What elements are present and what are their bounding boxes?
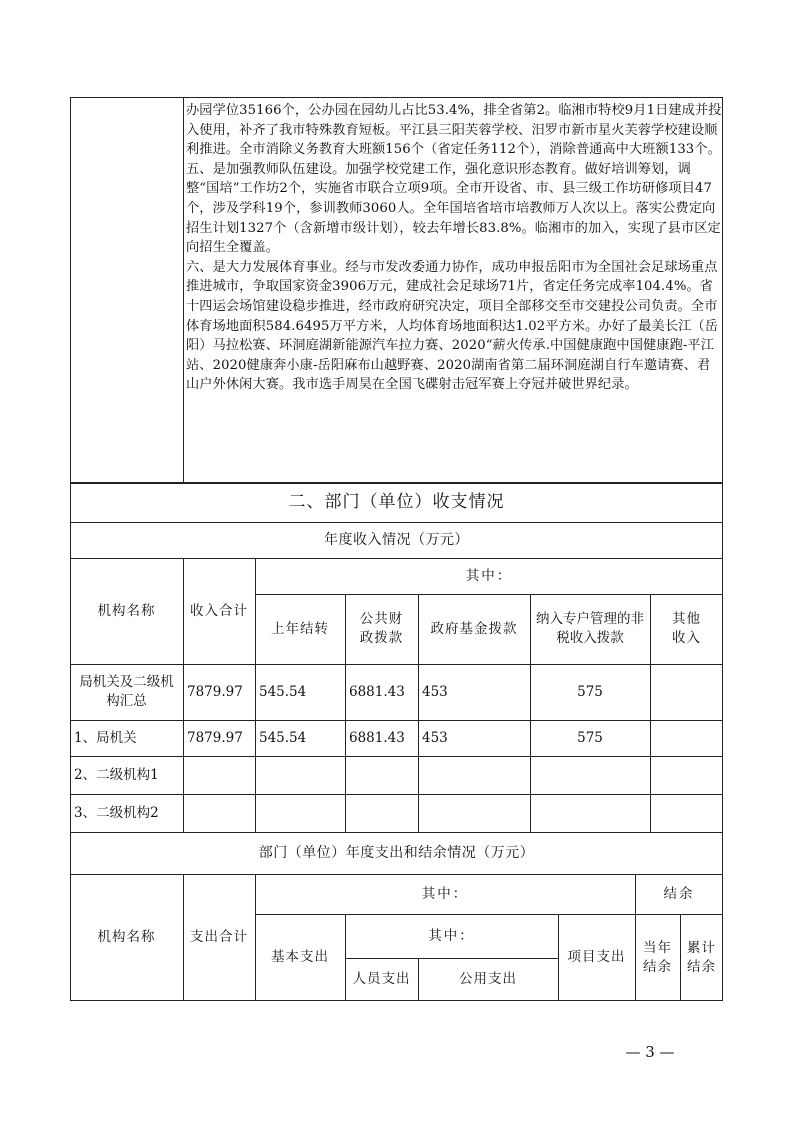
income-col-fund: 政府基金拨款 — [430, 620, 518, 637]
income-row-nontax: 575 — [577, 729, 603, 746]
expense-col-of-which: 其中： — [421, 885, 469, 902]
income-col-fiscal: 公共财政拨款 — [359, 611, 404, 646]
income-row-fund: 453 — [422, 729, 448, 746]
income-row-fund — [418, 756, 530, 794]
section-title: 二、部门（单位）收支情况 — [288, 492, 505, 512]
income-col-org: 机构名称 — [97, 602, 156, 619]
paragraph-3: 六、是大力发展体育事业。经与市发改委通力协作，成功申报岳阳市为全国社会足球场重点推进城市，争取国家资金3906万元，建成社会足球场71片，省定任务完成率104.4%。省十四运会场馆建设稳步推进，经市政府研究决定，项目全部移交至市交建投公司负责。全市体育场地面积584.6495万平方米，人均体育场地面积达1.02平方米。办好了最美长江（岳阳）马拉松赛、环洞庭湖新能源汽车拉力赛、2020“薪火传承.中国健康跑中国健康跑-平江站、2020健康奔小康-岳阳麻布山越野赛、2020湖南省第二届环洞庭湖自行车邀请赛、君山户外休闲大赛。我市选手周昊在全国飞碟射击冠军赛上夺冠并破世界纪录。 — [186, 259, 718, 393]
expense-col-org: 机构名称 — [97, 929, 156, 945]
expense-title: 部门（单位）年度支出和结余情况（万元） — [258, 845, 535, 861]
income-row-carryover — [255, 756, 345, 794]
income-row-org: 2、二级机构1 — [74, 766, 159, 783]
expense-col-cum-balance: 累计结余 — [687, 939, 716, 975]
income-row-fiscal — [345, 794, 418, 832]
income-row-carryover — [255, 794, 345, 832]
income-row-carryover: 545.54 — [259, 729, 307, 746]
expense-col-total: 支出合计 — [190, 929, 248, 945]
text-column-divider — [183, 97, 184, 482]
income-col-total: 收入合计 — [190, 602, 248, 619]
paragraph-1: 办园学位35166个，公办园在园幼儿占比53.4%，排全省第2。临湘市特校9月1日建成并投入使用，补齐了我市特殊教育短板。平江县三阳芙蓉学校、汨罗市新市星火芙蓉学校建设顺利推进。全市消除义务教育大班额156个（省定任务112个），消除普通高中大班额133个。 — [186, 103, 722, 158]
income-row-other — [650, 720, 723, 756]
income-row-fiscal — [345, 756, 418, 794]
income-row-total: 7879.97 — [187, 729, 243, 746]
expense-col-personnel: 人员支出 — [352, 971, 411, 987]
income-row-total — [183, 756, 255, 794]
expense-col-year-balance: 当年结余 — [643, 939, 672, 975]
expense-col-of-which-2: 其中： — [428, 927, 475, 944]
paragraph-2: 五、是加强教师队伍建设。加强学校党建工作，强化意识形态教育。做好培训筹划，调整“国培”工作坊2个，实施省市联合立项9项。全市开设省、市、县三级工作坊研修项目47个，涉及学科19个，参训教师3060人。全年国培省培市培教师万人次以上。落实公费定向招生计划1327个（含新增市级计划），较去年增长83.8%。临湘市的加入，实现了县市区定向招生全覆盖。 — [186, 161, 721, 256]
income-row-total — [183, 794, 255, 832]
income-row-nontax — [530, 794, 650, 832]
expense-col-project: 项目支出 — [567, 949, 626, 965]
expense-col-public: 公用支出 — [459, 971, 517, 987]
income-col-carryover: 上年结转 — [271, 620, 329, 637]
income-row-other — [650, 756, 723, 794]
text-block — [186, 101, 722, 395]
page-number: — 3 — — [625, 1043, 675, 1061]
income-col-nontax: 纳入专户管理的非税收入拨款 — [536, 611, 644, 646]
income-row-org: 1、局机关 — [74, 729, 137, 746]
expense-col-basic: 基本支出 — [271, 949, 329, 965]
income-row-nontax: 575 — [577, 683, 603, 700]
income-row-total: 7879.97 — [187, 683, 243, 700]
income-row-fund: 453 — [422, 683, 448, 700]
income-row-other — [650, 794, 723, 832]
income-col-other: 其他收入 — [672, 611, 701, 646]
expense-col-balance: 结余 — [663, 885, 695, 902]
income-col-of-which: 其中： — [465, 567, 513, 584]
income-row-fiscal: 6881.43 — [349, 683, 405, 700]
income-row-other — [650, 664, 723, 720]
income-title: 年度收入情况（万元） — [324, 532, 469, 548]
income-row-org: 局机关及二级机构汇总 — [79, 674, 174, 709]
income-row-carryover: 545.54 — [259, 683, 307, 700]
income-row-org: 3、二级机构2 — [74, 804, 159, 821]
income-row-nontax — [530, 756, 650, 794]
income-row-fund — [418, 794, 530, 832]
income-row-fiscal: 6881.43 — [349, 729, 405, 746]
